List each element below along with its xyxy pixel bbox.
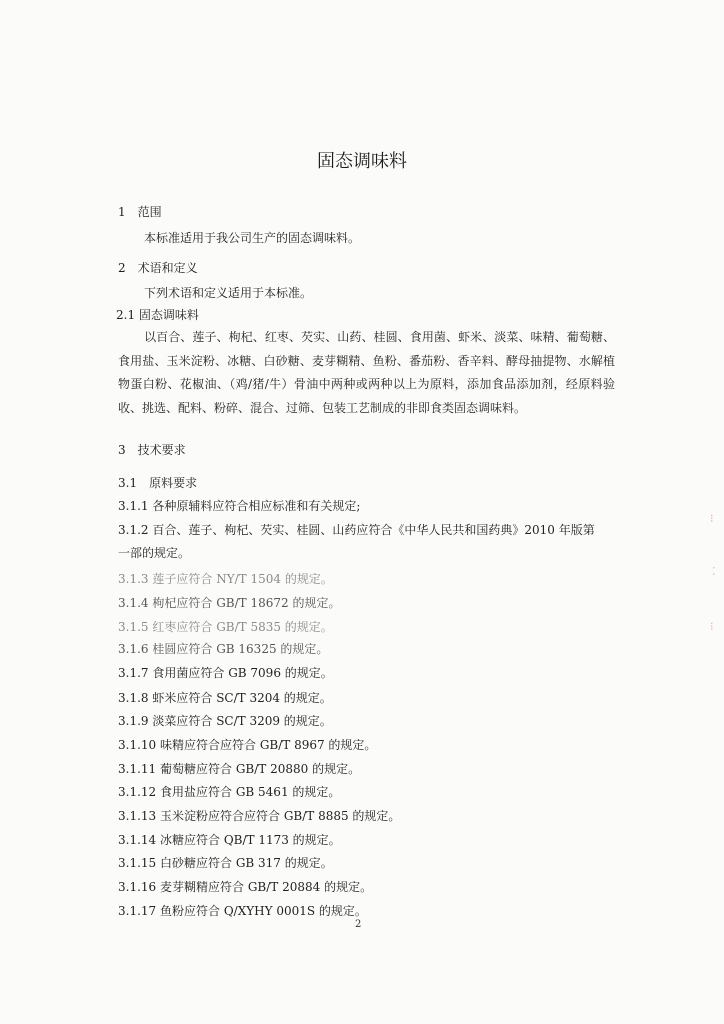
list-item: 3.1.6 桂圆应符合 GB 16325 的规定。 (118, 642, 329, 656)
list-item: 3.1.17 鱼粉应符合 Q/XYHY 0001S 的规定。 (118, 904, 367, 918)
seal-edge-mark: ⁚ (712, 565, 716, 578)
list-item: 3.1.12 食用盐应符合 GB 5461 的规定。 (118, 785, 341, 799)
seal-edge-mark: ⁝ (710, 512, 714, 525)
list-item: 3.1.15 白砂糖应符合 GB 317 的规定。 (118, 856, 333, 870)
seal-edge-mark: ⁝ (710, 620, 714, 633)
section-2-1-paragraph (118, 326, 615, 420)
section-3-1-heading (118, 475, 197, 491)
section-2-1-text: 以百合、莲子、枸杞、红枣、芡实、山药、桂圆、食用菌、虾米、淡菜、味精、葡萄糖、食用盐、玉米淀粉、冰糖、白砂糖、麦芽糊精、鱼粉、番茄粉、香辛料、酵母抽提物、水解植物蛋白粉、花椒油、（鸡/猪/牛）骨油中两种或两种以上为原料，添加食品添加剂，经原料验收、挑选、配料、粉碎、混合、过筛、包装工艺制成的非即食类固态调味料。 (118, 330, 615, 415)
list-item: 3.1.8 虾米应符合 SC/T 3204 的规定。 (118, 691, 332, 705)
section-2-text: 下列术语和定义适用于本标准。 (144, 286, 313, 300)
document-title: 固态调味料 (317, 151, 407, 172)
section-3-heading (118, 442, 186, 458)
section-2-number: 2 (118, 261, 126, 275)
section-3-number: 3 (118, 443, 126, 457)
section-2-1-heading: 2.1 固态调味料 (116, 308, 199, 322)
list-item: 3.1.4 枸杞应符合 GB/T 18672 的规定。 (118, 596, 341, 610)
list-item: 3.1.7 食用菌应符合 GB 7096 的规定。 (118, 666, 333, 680)
section-3-1-title: 原料要求 (149, 476, 198, 490)
list-item: 3.1.10 味精应符合应符合 GB/T 8967 的规定。 (118, 738, 377, 752)
list-item: 3.1.13 玉米淀粉应符合应符合 GB/T 8885 的规定。 (118, 809, 401, 823)
list-item: 3.1.1 各种原辅料应符合相应标准和有关规定; (118, 499, 361, 513)
list-item: 3.1.5 红枣应符合 GB/T 5835 的规定。 (118, 620, 333, 634)
list-item: 3.1.14 冰糖应符合 QB/T 1173 的规定。 (118, 833, 341, 847)
section-3-1-number: 3.1 (118, 476, 138, 490)
section-1-title: 范围 (137, 205, 162, 219)
section-2-heading (118, 260, 198, 276)
list-item: 3.1.9 淡菜应符合 SC/T 3209 的规定。 (118, 714, 332, 728)
list-item: 3.1.16 麦芽糊精应符合 GB/T 20884 的规定。 (118, 880, 373, 894)
list-item: 3.1.3 莲子应符合 NY/T 1504 的规定。 (118, 572, 333, 586)
list-item: 3.1.11 葡萄糖应符合 GB/T 20880 的规定。 (118, 762, 361, 776)
section-1-number: 1 (118, 205, 126, 219)
section-3-title: 技术要求 (137, 443, 186, 457)
list-item: 3.1.2 百合、莲子、枸杞、芡实、桂圆、山药应符合《中华人民共和国药典》2010 年版第 (118, 523, 595, 537)
section-1-heading (118, 204, 162, 220)
section-1-text: 本标准适用于我公司生产的固态调味料。 (144, 231, 361, 245)
list-item-continuation: 一部的规定。 (118, 546, 191, 560)
page-number: 2 (355, 919, 362, 930)
section-2-title: 术语和定义 (137, 261, 198, 275)
